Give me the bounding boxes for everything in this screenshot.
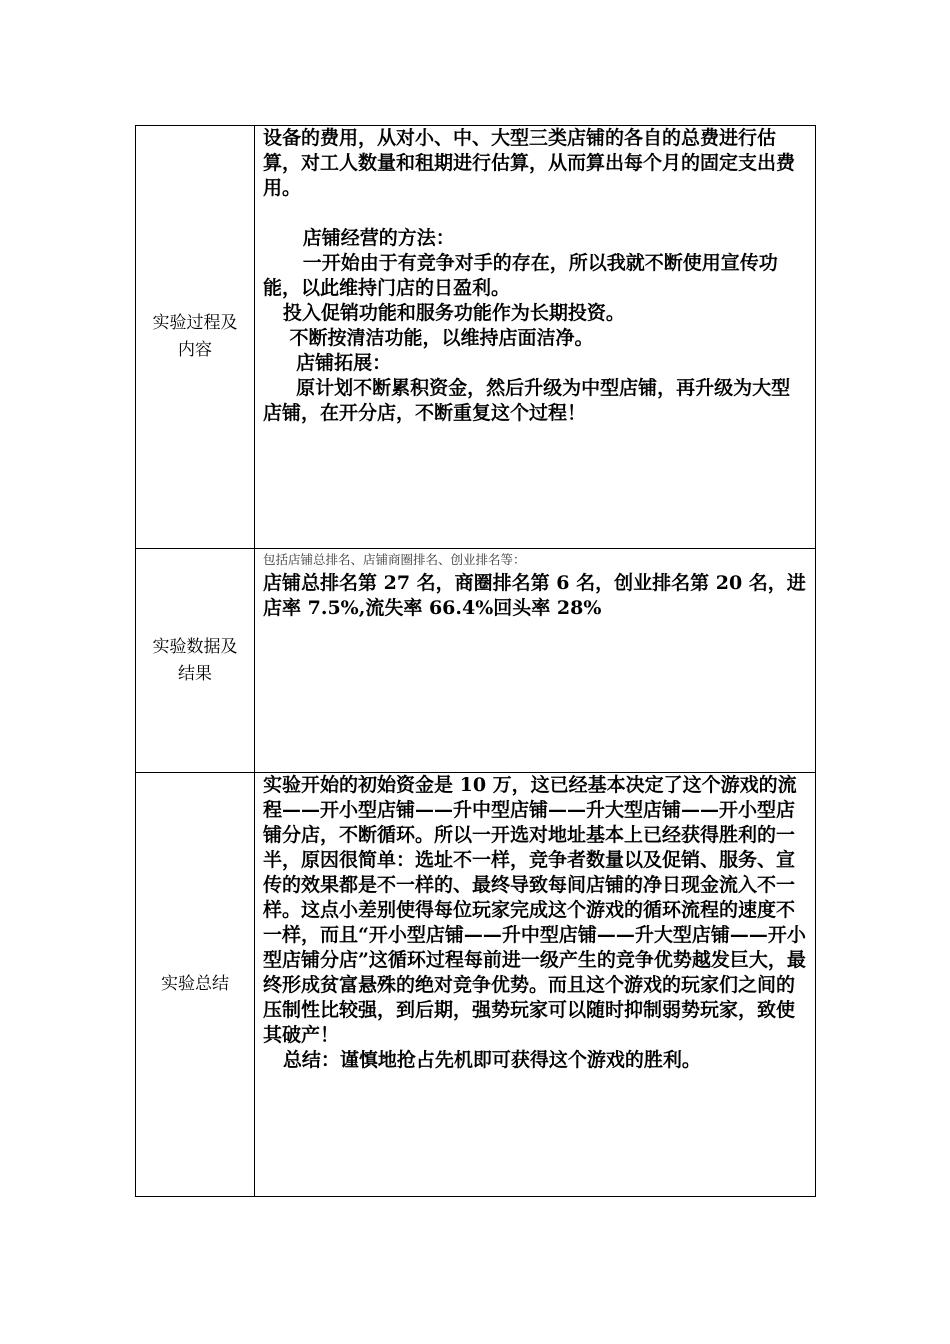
paragraph: 投入促销功能和服务功能作为长期投资。 [263,302,625,324]
row-label: 实验总结 [161,974,229,994]
paragraph: 店铺经营的方法： [263,227,455,249]
report-table [135,125,816,1197]
content-cell-data [255,549,816,773]
hint-text: 包括店铺总排名、店铺商圈排名、创业排名等： [263,552,526,567]
row-data [136,549,816,773]
row-summary [136,773,816,1197]
paragraph: 总结：谨慎地抢占先机即可获得这个游戏的胜利。 [263,1049,701,1071]
paragraph: 一开始由于有竞争对手的存在，所以我就不断使用宣传功能，以此维持门店的日盈利。 [263,252,778,299]
paragraph: 不断按清洁功能，以维持店面洁净。 [263,327,594,349]
row-label: 实验过程及内容 [152,313,238,360]
content-cell-process [255,126,816,549]
paragraph-blank [263,201,809,226]
content-cell-summary [255,773,816,1197]
row-process [136,126,816,549]
paragraph: 原计划不断累积资金，然后升级为中型店铺，再升级为大型店铺，在开分店，不断重复这个过程！ [263,377,791,424]
paragraph: 店铺拓展： [263,352,392,374]
label-cell-data [136,549,255,773]
paragraph: 店铺总排名第 27 名，商圈排名第 6 名，创业排名第 20 名，进店率 7.5%,流失率 66.4%回头率 28% [263,572,806,619]
paragraph: 实验开始的初始资金是 10 万，这已经基本决定了这个游戏的流程——开小型店铺——升中型店铺——升大型店铺——开小型店铺分店，不断循环。所以一开选对地址基本上已经获得胜利的一半，原因很简单：选址不一样，竞争者数量以及促销、服务、宣传的效果都是不一样的、最终导致每间店铺的净日现金流入不一样。这点小差别使得每位玩家完成这个游戏的循环流程的速度不一样，而且“开小型店铺——升中型店铺——升大型店铺——开小型店铺分店”这循环过程每前进一级产生的竞争优势越发巨大，最终形成贫富悬殊的绝对竞争优势。而且这个游戏的玩家们之间的压制性比较强，到后期，强势玩家可以随时抑制弱势玩家，致使其破产！ [263,774,806,1046]
paragraph: 设备的费用，从对小、中、大型三类店铺的各自的总费进行估算，对工人数量和租期进行估算，从而算出每个月的固定支出费用。 [263,127,796,199]
label-cell-process [136,126,255,549]
row-label: 实验数据及结果 [152,636,238,684]
label-cell-summary [136,773,255,1197]
